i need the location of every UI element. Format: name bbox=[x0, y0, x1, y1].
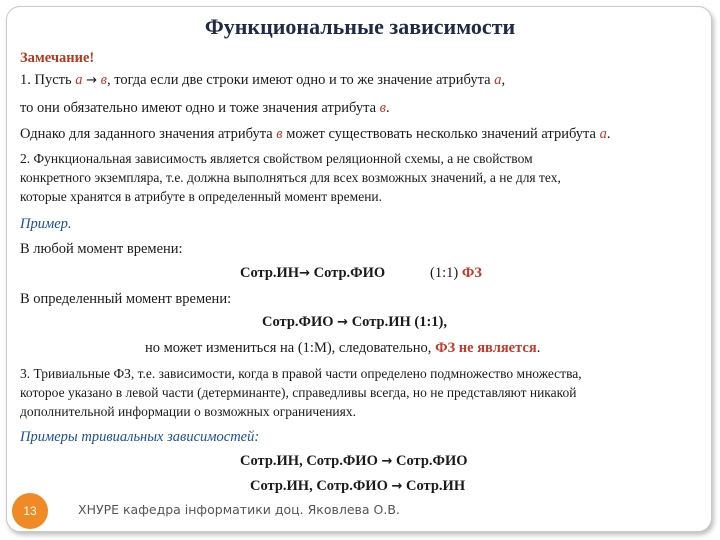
note-text: но может измениться на (1:М), следовательно, bbox=[145, 340, 436, 356]
slide-title: Функциональные зависимости bbox=[204, 14, 516, 39]
dep-right: Сотр.ИН bbox=[402, 478, 466, 494]
attr-a: а bbox=[599, 126, 607, 142]
punct: , bbox=[501, 72, 506, 88]
dependency-2-note bbox=[145, 340, 540, 357]
dependency-1-ratio bbox=[430, 265, 482, 282]
any-time-label: В любой момент времени: bbox=[20, 241, 183, 257]
dep-right: Сотр.ФИО bbox=[309, 265, 386, 281]
punct: . bbox=[606, 126, 611, 142]
point-1-number: 1. Пусть bbox=[20, 72, 76, 88]
arrow-icon: → bbox=[381, 454, 393, 469]
attr-b: в bbox=[379, 100, 386, 116]
dep-right: Сотр.ФИО bbox=[392, 453, 468, 469]
dependency-1 bbox=[240, 265, 385, 282]
punct: . bbox=[536, 340, 541, 356]
point-3-line-3: дополнительной информации о возможных ограничениях. bbox=[20, 404, 356, 419]
fz-not-label: ФЗ не является bbox=[435, 340, 537, 356]
attr-a: а bbox=[75, 72, 83, 88]
point-1-line-3 bbox=[20, 126, 611, 143]
point-2-line-3: которые хранятся в атрибуте в определенный момент времени. bbox=[20, 189, 383, 204]
punct: . bbox=[385, 100, 390, 116]
point-1-line-2 bbox=[20, 100, 390, 117]
ratio: (1:1) bbox=[430, 265, 462, 281]
point-1-text: то они обязательно имеют одно и тоже значения атрибута bbox=[20, 100, 380, 116]
point-1-text: , тогда если две строки имеют одно и то же значение атрибута bbox=[106, 72, 495, 88]
point-3-line-2: которое указано в левой части (детерминанте), справедливы всегда, но не представляют никакой bbox=[20, 385, 577, 400]
fz-label: ФЗ bbox=[461, 265, 482, 281]
example-label: Пример. bbox=[20, 216, 72, 232]
point-3-line-1: 3. Тривиальные ФЗ, т.е. зависимости, когда в правой части определено подмножество множества, bbox=[20, 366, 582, 381]
attr-b: в bbox=[276, 126, 283, 142]
slide-number-badge: 13 bbox=[12, 493, 48, 529]
remark-label: Замечание! bbox=[20, 50, 95, 66]
dep-left: Сотр.ИН bbox=[240, 265, 300, 281]
trivial-dependency-1 bbox=[240, 453, 468, 470]
point-2-line-1: 2. Функциональная зависимость является свойством реляционной схемы, а не свойством bbox=[20, 151, 533, 166]
dep-left: Сотр.ИН, Сотр.ФИО bbox=[250, 478, 392, 494]
point-1-line-1 bbox=[20, 72, 505, 89]
dep-left: Сотр.ИН, Сотр.ФИО bbox=[240, 453, 382, 469]
arrow-icon: → bbox=[391, 479, 403, 494]
trivial-dependency-2 bbox=[250, 478, 465, 495]
arrow-icon: → bbox=[86, 73, 98, 88]
dependency-2 bbox=[262, 314, 447, 331]
point-2-line-2: конкретного экземпляра, т.е. должна выполняться для всех возможных значений, а не для тех, bbox=[20, 170, 561, 185]
certain-time-label: В определенный момент времени: bbox=[20, 291, 232, 307]
point-1-text: может существовать несколько значений атрибута bbox=[282, 126, 600, 142]
dep-left: Сотр.ФИО bbox=[262, 314, 334, 330]
attr-b: в bbox=[100, 72, 107, 88]
footer-text: ХНУРЕ кафедра інформатики доц. Яковлева О.В. bbox=[78, 502, 400, 517]
dep-right: Сотр.ИН (1:1), bbox=[348, 314, 447, 330]
attr-a: а bbox=[494, 72, 502, 88]
point-1-text: Однако для заданного значения атрибута bbox=[20, 126, 277, 142]
trivial-examples-label: Примеры тривиальных зависимостей: bbox=[20, 429, 260, 445]
arrow-icon: → bbox=[337, 315, 349, 330]
arrow-icon: → bbox=[299, 266, 310, 281]
